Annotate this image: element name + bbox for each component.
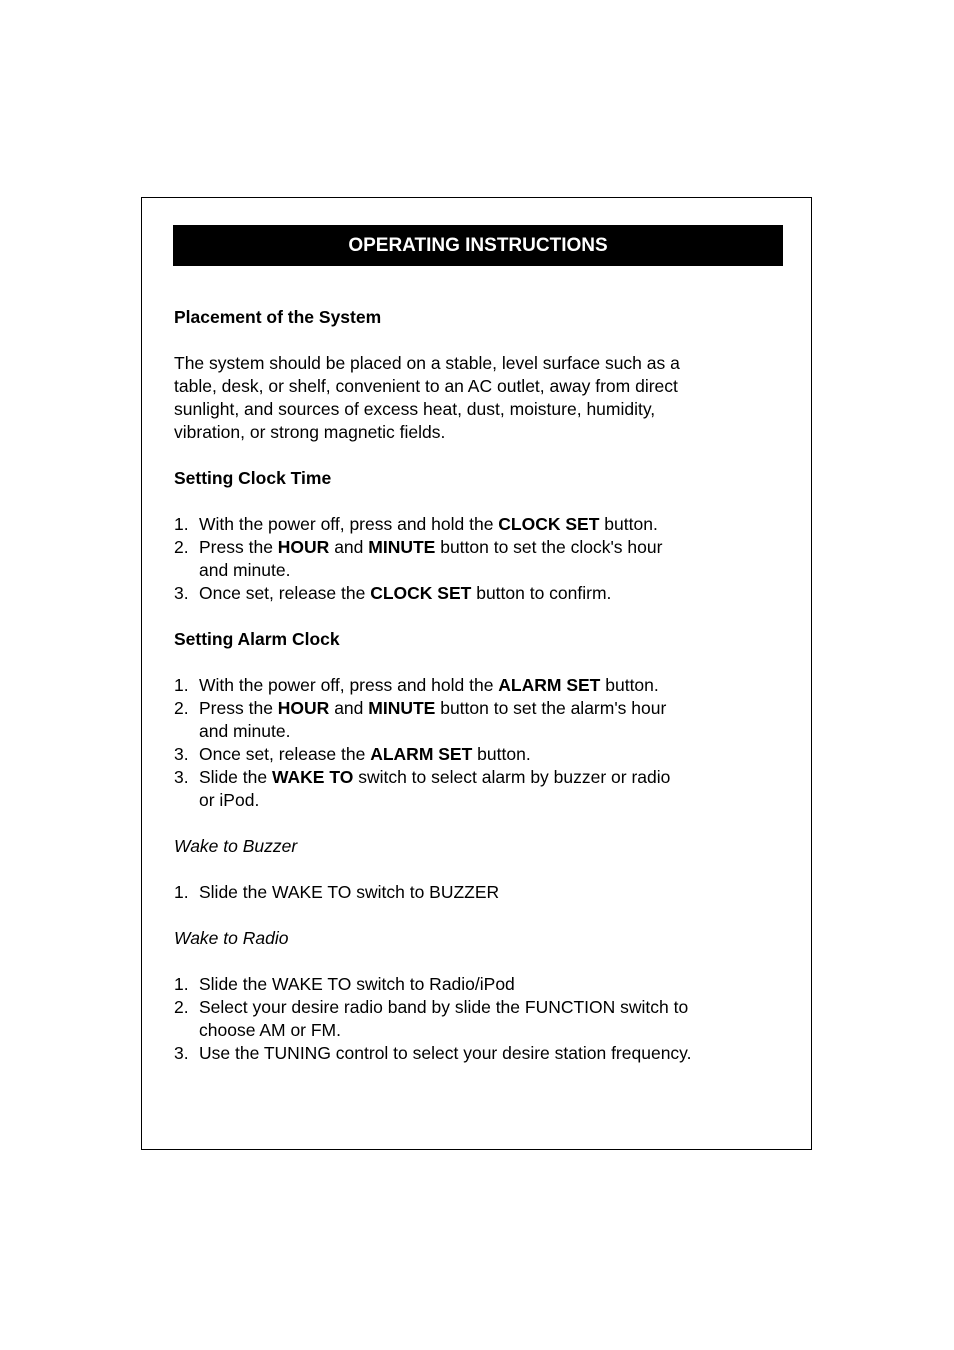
- section-heading-clock: Setting Clock Time: [174, 468, 332, 488]
- step-text: Once set, release the: [199, 744, 371, 764]
- step-number: 1.: [174, 514, 189, 534]
- step-number: 1.: [174, 974, 189, 994]
- step-keyword: HOUR: [277, 698, 330, 718]
- step-text: Select your desire radio band by slide the FUNCTION switch to: [199, 997, 689, 1017]
- page-title: OPERATING INSTRUCTIONS: [173, 225, 783, 266]
- step-text: switch to select alarm by buzzer or radio: [353, 767, 671, 787]
- step-text: button.: [472, 744, 531, 764]
- step-number: 1.: [174, 882, 189, 902]
- placement-line: vibration, or strong magnetic fields.: [174, 422, 446, 442]
- step-text: button.: [599, 514, 658, 534]
- step-keyword: WAKE TO: [271, 767, 354, 787]
- step-text: With the power off, press and hold the: [199, 514, 499, 534]
- buzzer-steps: [174, 881, 774, 904]
- step-number: 3.: [174, 1043, 189, 1063]
- step-keyword: CLOCK SET: [498, 514, 600, 534]
- step-text: Slide the WAKE TO switch to BUZZER: [199, 882, 500, 902]
- step-number: 2.: [174, 698, 189, 718]
- list-item: [174, 766, 774, 812]
- step-text: and: [329, 698, 369, 718]
- subheading-wake-to-radio: Wake to Radio: [174, 928, 289, 948]
- list-item: [174, 674, 774, 697]
- step-keyword: MINUTE: [368, 698, 436, 718]
- list-item: [174, 536, 774, 582]
- clock-steps: [174, 513, 774, 605]
- step-number: 3.: [174, 583, 189, 603]
- instructions-content: [174, 306, 774, 1088]
- step-text: Press the: [199, 698, 278, 718]
- section-heading-placement: Placement of the System: [174, 307, 382, 327]
- subheading-wake-to-buzzer: Wake to Buzzer: [174, 836, 298, 856]
- step-text: Slide the WAKE TO switch to Radio/iPod: [199, 974, 515, 994]
- step-number: 3.: [174, 767, 189, 787]
- step-text: Press the: [199, 537, 278, 557]
- step-keyword: ALARM SET: [370, 744, 473, 764]
- step-text: button to set the clock's hour: [435, 537, 663, 557]
- step-text: Use the TUNING control to select your desire station frequency.: [199, 1043, 692, 1063]
- section-heading-alarm: Setting Alarm Clock: [174, 629, 340, 649]
- step-text: With the power off, press and hold the: [199, 675, 499, 695]
- list-item: [174, 513, 774, 536]
- step-text: and: [329, 537, 369, 557]
- step-number: 2.: [174, 537, 189, 557]
- step-keyword: ALARM SET: [498, 675, 601, 695]
- placement-line: sunlight, and sources of excess heat, dust, moisture, humidity,: [174, 399, 656, 419]
- step-text: choose AM or FM.: [199, 1020, 341, 1040]
- step-keyword: MINUTE: [368, 537, 436, 557]
- step-keyword: HOUR: [277, 537, 330, 557]
- placement-line: The system should be placed on a stable, level surface such as a: [174, 353, 680, 373]
- step-number: 2.: [174, 997, 189, 1017]
- placement-paragraph: [174, 352, 774, 444]
- list-item: [174, 881, 774, 904]
- step-keyword: CLOCK SET: [370, 583, 472, 603]
- step-text: and minute.: [199, 560, 291, 580]
- list-item: [174, 1042, 774, 1065]
- step-text: Once set, release the: [199, 583, 371, 603]
- page-frame: [141, 197, 812, 1150]
- alarm-steps: [174, 674, 774, 812]
- step-number: 1.: [174, 675, 189, 695]
- list-item: [174, 973, 774, 996]
- step-text: and minute.: [199, 721, 291, 741]
- list-item: [174, 582, 774, 605]
- radio-steps: [174, 973, 774, 1065]
- step-text: button to confirm.: [471, 583, 612, 603]
- step-text: Slide the: [199, 767, 272, 787]
- step-text: button.: [600, 675, 659, 695]
- list-item: [174, 996, 774, 1042]
- list-item: [174, 697, 774, 743]
- placement-line: table, desk, or shelf, convenient to an AC outlet, away from direct: [174, 376, 678, 396]
- step-number: 3.: [174, 744, 189, 764]
- step-text: or iPod.: [199, 790, 260, 810]
- step-text: button to set the alarm's hour: [435, 698, 667, 718]
- list-item: [174, 743, 774, 766]
